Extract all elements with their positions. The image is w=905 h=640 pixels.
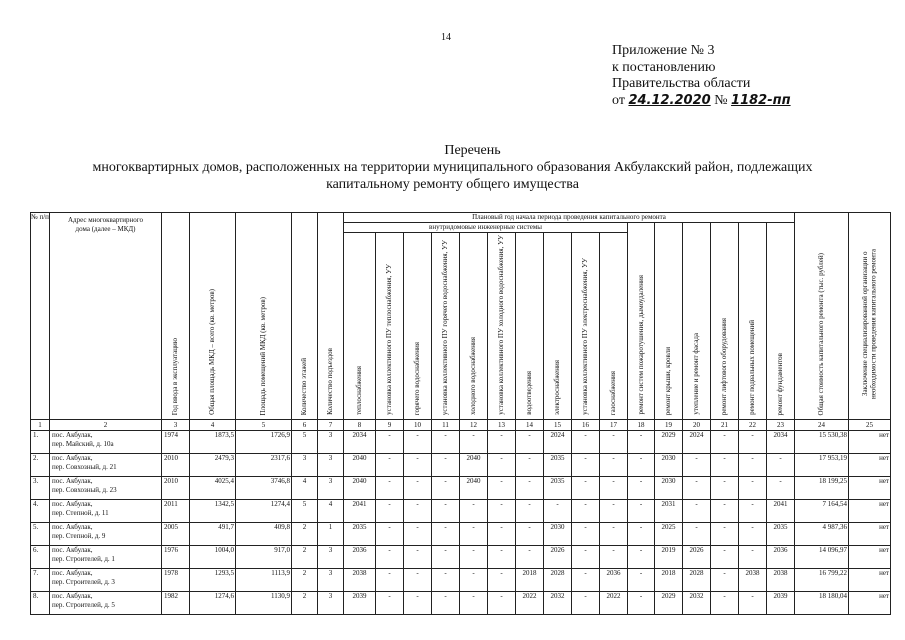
cell-s14: - [516, 477, 544, 500]
header-col-18: ремонт систем пожаротушения, дымоудаления [628, 223, 655, 420]
header-address: Адрес многоквартирного дома (далее – МКД) [50, 213, 162, 420]
cell-s18: - [628, 454, 655, 477]
cell-s18: - [628, 592, 655, 615]
address-settlement: пос. Акбулак, [52, 523, 93, 531]
cell-s11: - [432, 546, 460, 569]
cell-year: 2010 [162, 454, 190, 477]
cell-cost: 15 530,38 [795, 431, 849, 454]
cell-concl: нет [849, 523, 891, 546]
header-col-9: установка коллективного ПУ теплоснабжения, УУ [376, 233, 404, 420]
header-engineering-systems: внутридомовые инженерные системы [344, 223, 628, 233]
cell-s20: - [683, 454, 711, 477]
cell-s16: - [572, 592, 600, 615]
cell-area: 491,7 [190, 523, 236, 546]
row-address [50, 454, 162, 477]
cell-floors: 4 [292, 477, 318, 500]
cell-year: 1982 [162, 592, 190, 615]
cell-s14: - [516, 546, 544, 569]
cell-s10: - [404, 454, 432, 477]
cell-s21: - [711, 523, 739, 546]
cell-s14: - [516, 523, 544, 546]
address-settlement: пос. Акбулак, [52, 569, 93, 577]
cell-year: 1976 [162, 546, 190, 569]
annex-block [612, 43, 791, 109]
header-col-12: холодного водоснабжения [460, 233, 488, 420]
cell-s23: 2041 [767, 500, 795, 523]
cell-cost: 16 799,22 [795, 569, 849, 592]
column-number: 4 [190, 420, 236, 431]
cell-s22: - [739, 500, 767, 523]
column-number: 9 [376, 420, 404, 431]
column-number: 12 [460, 420, 488, 431]
column-number: 13 [488, 420, 516, 431]
cell-s9: - [376, 523, 404, 546]
cell-cost: 7 164,54 [795, 500, 849, 523]
cell-s10: - [404, 500, 432, 523]
row-number: 3. [31, 477, 50, 500]
header-year: Год ввода в эксплуатацию [162, 213, 190, 420]
cell-prem: 3746,8 [236, 477, 292, 500]
cell-s12: - [460, 500, 488, 523]
cell-s8: 2041 [344, 500, 376, 523]
cell-s23: - [767, 477, 795, 500]
cell-area: 2479,3 [190, 454, 236, 477]
annex-date-line [612, 93, 791, 110]
header-col-20: утепление и ремонт фасада [683, 223, 711, 420]
row-address [50, 592, 162, 615]
cell-area: 1004,0 [190, 546, 236, 569]
cell-s23: 2034 [767, 431, 795, 454]
cell-s19: 2025 [655, 523, 683, 546]
cell-s19: 2029 [655, 592, 683, 615]
cell-s21: - [711, 546, 739, 569]
cell-s19: 2031 [655, 500, 683, 523]
address-settlement: пос. Акбулак, [52, 477, 93, 485]
cell-ent: 3 [318, 592, 344, 615]
page-number: 14 [441, 32, 451, 43]
cell-year: 2010 [162, 477, 190, 500]
cell-s22: - [739, 523, 767, 546]
header-col-21: ремонт лифтового оборудования [711, 223, 739, 420]
cell-s8: 2036 [344, 546, 376, 569]
cell-area: 1293,5 [190, 569, 236, 592]
cell-s9: - [376, 569, 404, 592]
cell-prem: 1113,9 [236, 569, 292, 592]
cell-area: 1873,5 [190, 431, 236, 454]
row-address [50, 569, 162, 592]
cell-s19: 2019 [655, 546, 683, 569]
header-area-premises: Площадь помещений МКД (кв. метров) [236, 213, 292, 420]
column-number: 2 [50, 420, 162, 431]
cell-s22: - [739, 546, 767, 569]
title-line-1: Перечень [444, 143, 501, 158]
address-street: пер. Строителей, д. 3 [52, 578, 115, 586]
repair-table [30, 212, 891, 615]
header-col-16: установка коллективного ПУ электроснабжения, УУ [572, 233, 600, 420]
cell-concl: нет [849, 431, 891, 454]
cell-s15: 2035 [544, 477, 572, 500]
header-col-13: установка коллективного ПУ холодного водоснабжения, УУ [488, 233, 516, 420]
cell-s10: - [404, 546, 432, 569]
cell-s21: - [711, 431, 739, 454]
header-area-total: Общая площадь МКД – всего (кв. метров) [190, 213, 236, 420]
header-col-23: ремонт фундаментов [767, 223, 795, 420]
cell-area: 4025,4 [190, 477, 236, 500]
cell-s12: - [460, 546, 488, 569]
row-number: 8. [31, 592, 50, 615]
cell-s19: 2030 [655, 477, 683, 500]
cell-concl: нет [849, 454, 891, 477]
cell-floors: 3 [292, 454, 318, 477]
cell-s9: - [376, 592, 404, 615]
row-address [50, 546, 162, 569]
cell-s13: - [488, 500, 516, 523]
cell-ent: 3 [318, 431, 344, 454]
cell-s11: - [432, 523, 460, 546]
cell-s10: - [404, 592, 432, 615]
column-number: 15 [544, 420, 572, 431]
cell-s15: 2032 [544, 592, 572, 615]
column-number: 16 [572, 420, 600, 431]
cell-s15: 2030 [544, 523, 572, 546]
cell-s16: - [572, 500, 600, 523]
cell-concl: нет [849, 546, 891, 569]
table-row [31, 500, 891, 523]
cell-s8: 2035 [344, 523, 376, 546]
header-col-15: электроснабжения [544, 233, 572, 420]
cell-s18: - [628, 523, 655, 546]
cell-area: 1274,6 [190, 592, 236, 615]
cell-s22: - [739, 431, 767, 454]
cell-ent: 3 [318, 569, 344, 592]
address-street: пер. Майский, д. 10а [52, 440, 114, 448]
table-row [31, 477, 891, 500]
table-row [31, 569, 891, 592]
cell-prem: 917,0 [236, 546, 292, 569]
cell-s8: 2040 [344, 477, 376, 500]
cell-s12: 2040 [460, 477, 488, 500]
header-col-11: установка коллективного ПУ горячего водоснабжения, УУ [432, 233, 460, 420]
cell-s15: - [544, 500, 572, 523]
cell-year: 2011 [162, 500, 190, 523]
cell-s8: 2034 [344, 431, 376, 454]
table-row [31, 523, 891, 546]
cell-cost: 17 953,19 [795, 454, 849, 477]
table-row [31, 592, 891, 615]
cell-s12: - [460, 431, 488, 454]
cell-prem: 1726,9 [236, 431, 292, 454]
address-street: пер. Степной, д. 9 [52, 532, 106, 540]
cell-s10: - [404, 523, 432, 546]
cell-s13: - [488, 546, 516, 569]
cell-floors: 2 [292, 569, 318, 592]
cell-s11: - [432, 477, 460, 500]
cell-s18: - [628, 477, 655, 500]
cell-ent: 4 [318, 500, 344, 523]
column-number: 14 [516, 420, 544, 431]
date-prefix: от [612, 92, 625, 108]
row-number: 4. [31, 500, 50, 523]
cell-s15: 2035 [544, 454, 572, 477]
cell-s22: - [739, 454, 767, 477]
column-number: 10 [404, 420, 432, 431]
cell-s9: - [376, 454, 404, 477]
row-address [50, 523, 162, 546]
column-number: 7 [318, 420, 344, 431]
cell-s21: - [711, 477, 739, 500]
column-number: 17 [600, 420, 628, 431]
cell-s22: 2038 [739, 569, 767, 592]
title-line-2: многоквартирных домов, расположенных на территории муниципального образования Акбулакский район, подлежащих [92, 160, 813, 175]
cell-s12: - [460, 569, 488, 592]
row-number: 6. [31, 546, 50, 569]
cell-prem: 1130,9 [236, 592, 292, 615]
cell-cost: 4 987,36 [795, 523, 849, 546]
column-number: 22 [739, 420, 767, 431]
cell-s20: 2032 [683, 592, 711, 615]
row-number: 7. [31, 569, 50, 592]
cell-s13: - [488, 477, 516, 500]
cell-s18: - [628, 500, 655, 523]
header-floors: Количество этажей [292, 213, 318, 420]
address-settlement: пос. Акбулак, [52, 546, 93, 554]
cell-year: 1978 [162, 569, 190, 592]
cell-s21: - [711, 500, 739, 523]
cell-s14: 2022 [516, 592, 544, 615]
cell-s13: - [488, 592, 516, 615]
cell-s12: - [460, 592, 488, 615]
cell-s23: 2039 [767, 592, 795, 615]
handwritten-date: 24.12.2020 [628, 92, 711, 108]
row-address [50, 431, 162, 454]
cell-s11: - [432, 500, 460, 523]
cell-s20: - [683, 477, 711, 500]
cell-concl: нет [849, 477, 891, 500]
header-col-17: газоснабжения [600, 233, 628, 420]
cell-s17: 2036 [600, 569, 628, 592]
cell-s23: 2036 [767, 546, 795, 569]
cell-concl: нет [849, 569, 891, 592]
cell-prem: 409,8 [236, 523, 292, 546]
cell-s10: - [404, 431, 432, 454]
column-number: 3 [162, 420, 190, 431]
cell-floors: 2 [292, 546, 318, 569]
header-entrances: Количество подъездов [318, 213, 344, 420]
header-cost: Общая стоимость капитального ремонта (тыс. рублей) [795, 213, 849, 420]
cell-concl: нет [849, 592, 891, 615]
cell-s22: - [739, 592, 767, 615]
column-number: 21 [711, 420, 739, 431]
row-number: 2. [31, 454, 50, 477]
cell-year: 1974 [162, 431, 190, 454]
cell-s17: - [600, 500, 628, 523]
cell-cost: 14 096,97 [795, 546, 849, 569]
cell-s15: 2026 [544, 546, 572, 569]
cell-area: 1342,5 [190, 500, 236, 523]
column-number: 23 [767, 420, 795, 431]
cell-s17: - [600, 454, 628, 477]
column-number: 18 [628, 420, 655, 431]
cell-s18: - [628, 431, 655, 454]
cell-s9: - [376, 431, 404, 454]
cell-s18: - [628, 546, 655, 569]
column-number: 20 [683, 420, 711, 431]
cell-s17: - [600, 523, 628, 546]
cell-s20: 2028 [683, 569, 711, 592]
cell-s11: - [432, 431, 460, 454]
cell-s17: - [600, 477, 628, 500]
cell-s19: 2029 [655, 431, 683, 454]
cell-s16: - [572, 569, 600, 592]
handwritten-number: 1182-пп [731, 92, 791, 108]
cell-s17: 2022 [600, 592, 628, 615]
cell-s12: 2040 [460, 454, 488, 477]
column-number-row [31, 420, 891, 431]
column-number: 1 [31, 420, 50, 431]
annex-title: Приложение № 3 [612, 43, 715, 58]
cell-s15: 2028 [544, 569, 572, 592]
address-settlement: пос. Акбулак, [52, 500, 93, 508]
cell-s23: 2035 [767, 523, 795, 546]
cell-s10: - [404, 477, 432, 500]
cell-s13: - [488, 454, 516, 477]
document-title [0, 142, 905, 193]
cell-s14: - [516, 431, 544, 454]
header-number: № п/п [31, 213, 50, 420]
cell-ent: 3 [318, 477, 344, 500]
cell-s14: - [516, 454, 544, 477]
annex-line-3: Правительства области [612, 76, 751, 91]
cell-s21: - [711, 454, 739, 477]
row-number: 1. [31, 431, 50, 454]
address-street: пер. Степной, д. 11 [52, 509, 109, 517]
cell-floors: 5 [292, 500, 318, 523]
cell-s13: - [488, 523, 516, 546]
cell-ent: 3 [318, 454, 344, 477]
number-prefix: № [714, 92, 728, 108]
cell-cost: 18 199,25 [795, 477, 849, 500]
cell-s11: - [432, 569, 460, 592]
cell-s9: - [376, 477, 404, 500]
cell-s16: - [572, 523, 600, 546]
header-plan-year: Плановый год начала периода проведения капитального ремонта [344, 213, 795, 223]
cell-s9: - [376, 546, 404, 569]
annex-line-2: к постановлению [612, 59, 716, 75]
column-number: 24 [795, 420, 849, 431]
cell-s8: 2040 [344, 454, 376, 477]
address-street: пер. Строителей, д. 1 [52, 555, 115, 563]
cell-prem: 2317,6 [236, 454, 292, 477]
cell-floors: 2 [292, 523, 318, 546]
header-col-14: водоотведения [516, 233, 544, 420]
cell-s9: - [376, 500, 404, 523]
address-street: пер. Строителей, д. 5 [52, 601, 115, 609]
cell-prem: 1274,4 [236, 500, 292, 523]
address-settlement: пос. Акбулак, [52, 592, 93, 600]
cell-s8: 2038 [344, 569, 376, 592]
cell-s11: - [432, 592, 460, 615]
row-number: 5. [31, 523, 50, 546]
cell-s20: 2024 [683, 431, 711, 454]
cell-s21: - [711, 569, 739, 592]
table-row [31, 454, 891, 477]
row-address [50, 477, 162, 500]
cell-s14: 2018 [516, 569, 544, 592]
cell-s16: - [572, 546, 600, 569]
cell-ent: 1 [318, 523, 344, 546]
column-number: 5 [236, 420, 292, 431]
cell-s19: 2030 [655, 454, 683, 477]
cell-s16: - [572, 477, 600, 500]
header-col-19: ремонт крыши, кровли [655, 223, 683, 420]
table-row [31, 546, 891, 569]
cell-s16: - [572, 454, 600, 477]
cell-s16: - [572, 431, 600, 454]
cell-s13: - [488, 431, 516, 454]
cell-cost: 18 180,04 [795, 592, 849, 615]
title-line-3: капитальному ремонту общего имущества [326, 177, 579, 192]
cell-concl: нет [849, 500, 891, 523]
cell-floors: 5 [292, 431, 318, 454]
cell-s22: - [739, 477, 767, 500]
cell-year: 2005 [162, 523, 190, 546]
header-col-10: горячего водоснабжения [404, 233, 432, 420]
header-col-8: теплоснабжения [344, 233, 376, 420]
cell-s23: - [767, 454, 795, 477]
cell-s17: - [600, 546, 628, 569]
table-row [31, 431, 891, 454]
address-settlement: пос. Акбулак, [52, 454, 93, 462]
address-street: пер. Совхозный, д. 21 [52, 463, 117, 471]
cell-s19: 2018 [655, 569, 683, 592]
cell-ent: 3 [318, 546, 344, 569]
cell-s8: 2039 [344, 592, 376, 615]
cell-s15: 2024 [544, 431, 572, 454]
cell-s20: - [683, 500, 711, 523]
cell-s12: - [460, 523, 488, 546]
header-col-22: ремонт подвальных помещений [739, 223, 767, 420]
address-street: пер. Совхозный, д. 23 [52, 486, 117, 494]
column-number: 6 [292, 420, 318, 431]
column-number: 25 [849, 420, 891, 431]
cell-s23: 2038 [767, 569, 795, 592]
cell-s11: - [432, 454, 460, 477]
row-address [50, 500, 162, 523]
cell-s10: - [404, 569, 432, 592]
header-conclusion: Заключение специализированной организации о необходимости проведения капитального ремонта [849, 213, 891, 420]
cell-s13: - [488, 569, 516, 592]
column-number: 11 [432, 420, 460, 431]
cell-s20: 2026 [683, 546, 711, 569]
cell-s20: - [683, 523, 711, 546]
cell-s14: - [516, 500, 544, 523]
column-number: 8 [344, 420, 376, 431]
address-settlement: пос. Акбулак, [52, 431, 93, 439]
cell-s17: - [600, 431, 628, 454]
cell-floors: 2 [292, 592, 318, 615]
column-number: 19 [655, 420, 683, 431]
cell-s18: - [628, 569, 655, 592]
cell-s21: - [711, 592, 739, 615]
